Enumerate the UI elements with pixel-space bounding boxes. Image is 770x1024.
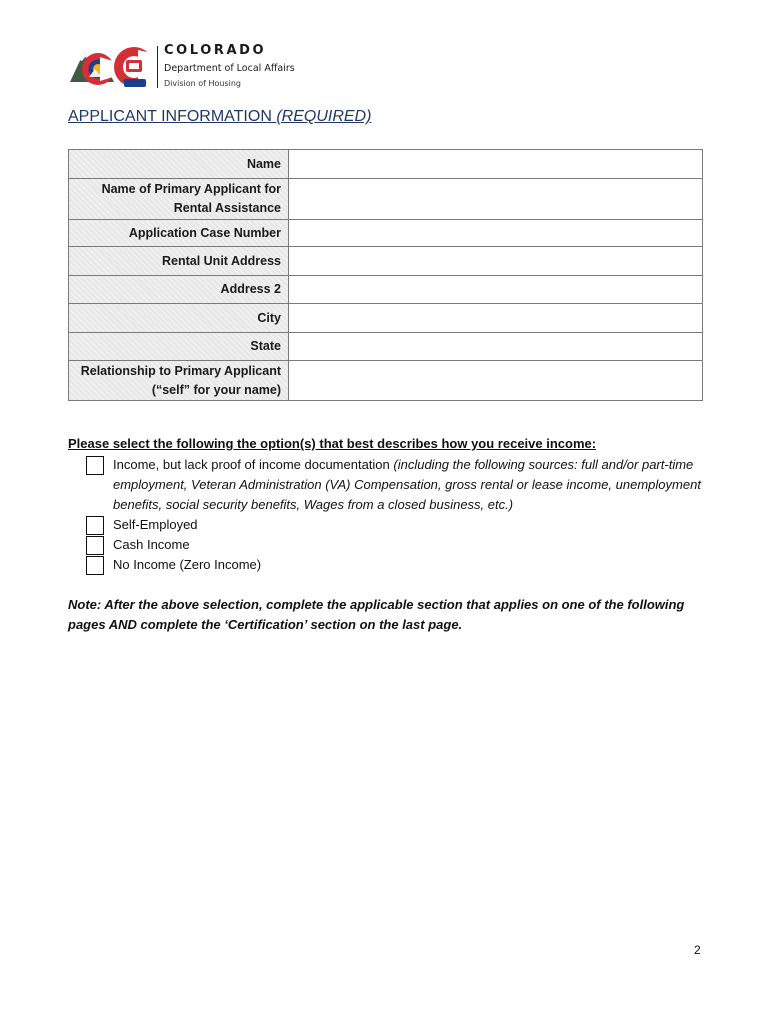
income-option-no-proof — [86, 455, 706, 515]
city-label: City — [69, 304, 289, 333]
income-option-self-employed — [86, 515, 706, 535]
logo-divider — [157, 46, 158, 88]
primary-applicant-field[interactable] — [289, 179, 703, 220]
state-field[interactable] — [289, 333, 703, 361]
table-row — [69, 276, 703, 304]
table-row — [69, 179, 703, 220]
cash-income-checkbox[interactable] — [86, 536, 104, 555]
logo-text-block — [164, 44, 295, 88]
table-row — [69, 361, 703, 401]
income-no-proof-detail: (including the following sources: full and/or part-time employment, Veteran Administration (VA) Compensation, gross rental or lease income, unemployment benefits, social security benefits, Wages from a closed business, etc.) — [113, 457, 701, 512]
selection-note: Note: After the above selection, complete the applicable section that applies on one of the following pages AND complete the ‘Certification’ section on the last page. — [68, 597, 685, 632]
table-row — [69, 220, 703, 247]
logo-division: Division of Housing — [164, 78, 242, 88]
rental-address-label: Rental Unit Address — [69, 247, 289, 276]
city-field[interactable] — [289, 304, 703, 333]
income-options-list — [86, 455, 706, 575]
section-title — [68, 108, 371, 126]
cash-income-label: Cash Income — [113, 537, 190, 552]
relationship-label: Relationship to Primary Applicant (“self” for your name) — [69, 361, 289, 401]
colorado-logo-icon — [68, 44, 156, 90]
income-no-proof-checkbox[interactable] — [86, 456, 104, 475]
self-employed-checkbox[interactable] — [86, 516, 104, 535]
colorado-dola-logo — [68, 44, 308, 90]
page-number: 2 — [694, 943, 701, 957]
section-title-main: APPLICANT INFORMATION — [68, 108, 272, 125]
applicant-info-table — [68, 149, 703, 401]
self-employed-label: Self-Employed — [113, 517, 198, 532]
table-row — [69, 150, 703, 179]
income-option-none — [86, 555, 706, 575]
name-label: Name — [69, 150, 289, 179]
name-field[interactable] — [289, 150, 703, 179]
relationship-field[interactable] — [289, 361, 703, 401]
address-2-field[interactable] — [289, 276, 703, 304]
table-row — [69, 247, 703, 276]
case-number-field[interactable] — [289, 220, 703, 247]
state-label: State — [69, 333, 289, 361]
income-option-cash — [86, 535, 706, 555]
address-2-label: Address 2 — [69, 276, 289, 304]
logo-state-name: COLORADO — [164, 43, 267, 58]
rental-address-field[interactable] — [289, 247, 703, 276]
primary-applicant-label: Name of Primary Applicant for Rental Assistance — [69, 179, 289, 220]
table-row — [69, 304, 703, 333]
logo-department: Department of Local Affairs — [164, 63, 295, 74]
income-question-heading: Please select the following the option(s) that best describes how you receive income: — [68, 436, 597, 451]
no-income-label: No Income (Zero Income) — [113, 557, 262, 572]
section-title-required: (REQUIRED) — [276, 108, 372, 125]
table-row — [69, 333, 703, 361]
income-no-proof-label: Income, but lack proof of income documentation — [113, 457, 390, 472]
case-number-label: Application Case Number — [69, 220, 289, 247]
no-income-checkbox[interactable] — [86, 556, 104, 575]
